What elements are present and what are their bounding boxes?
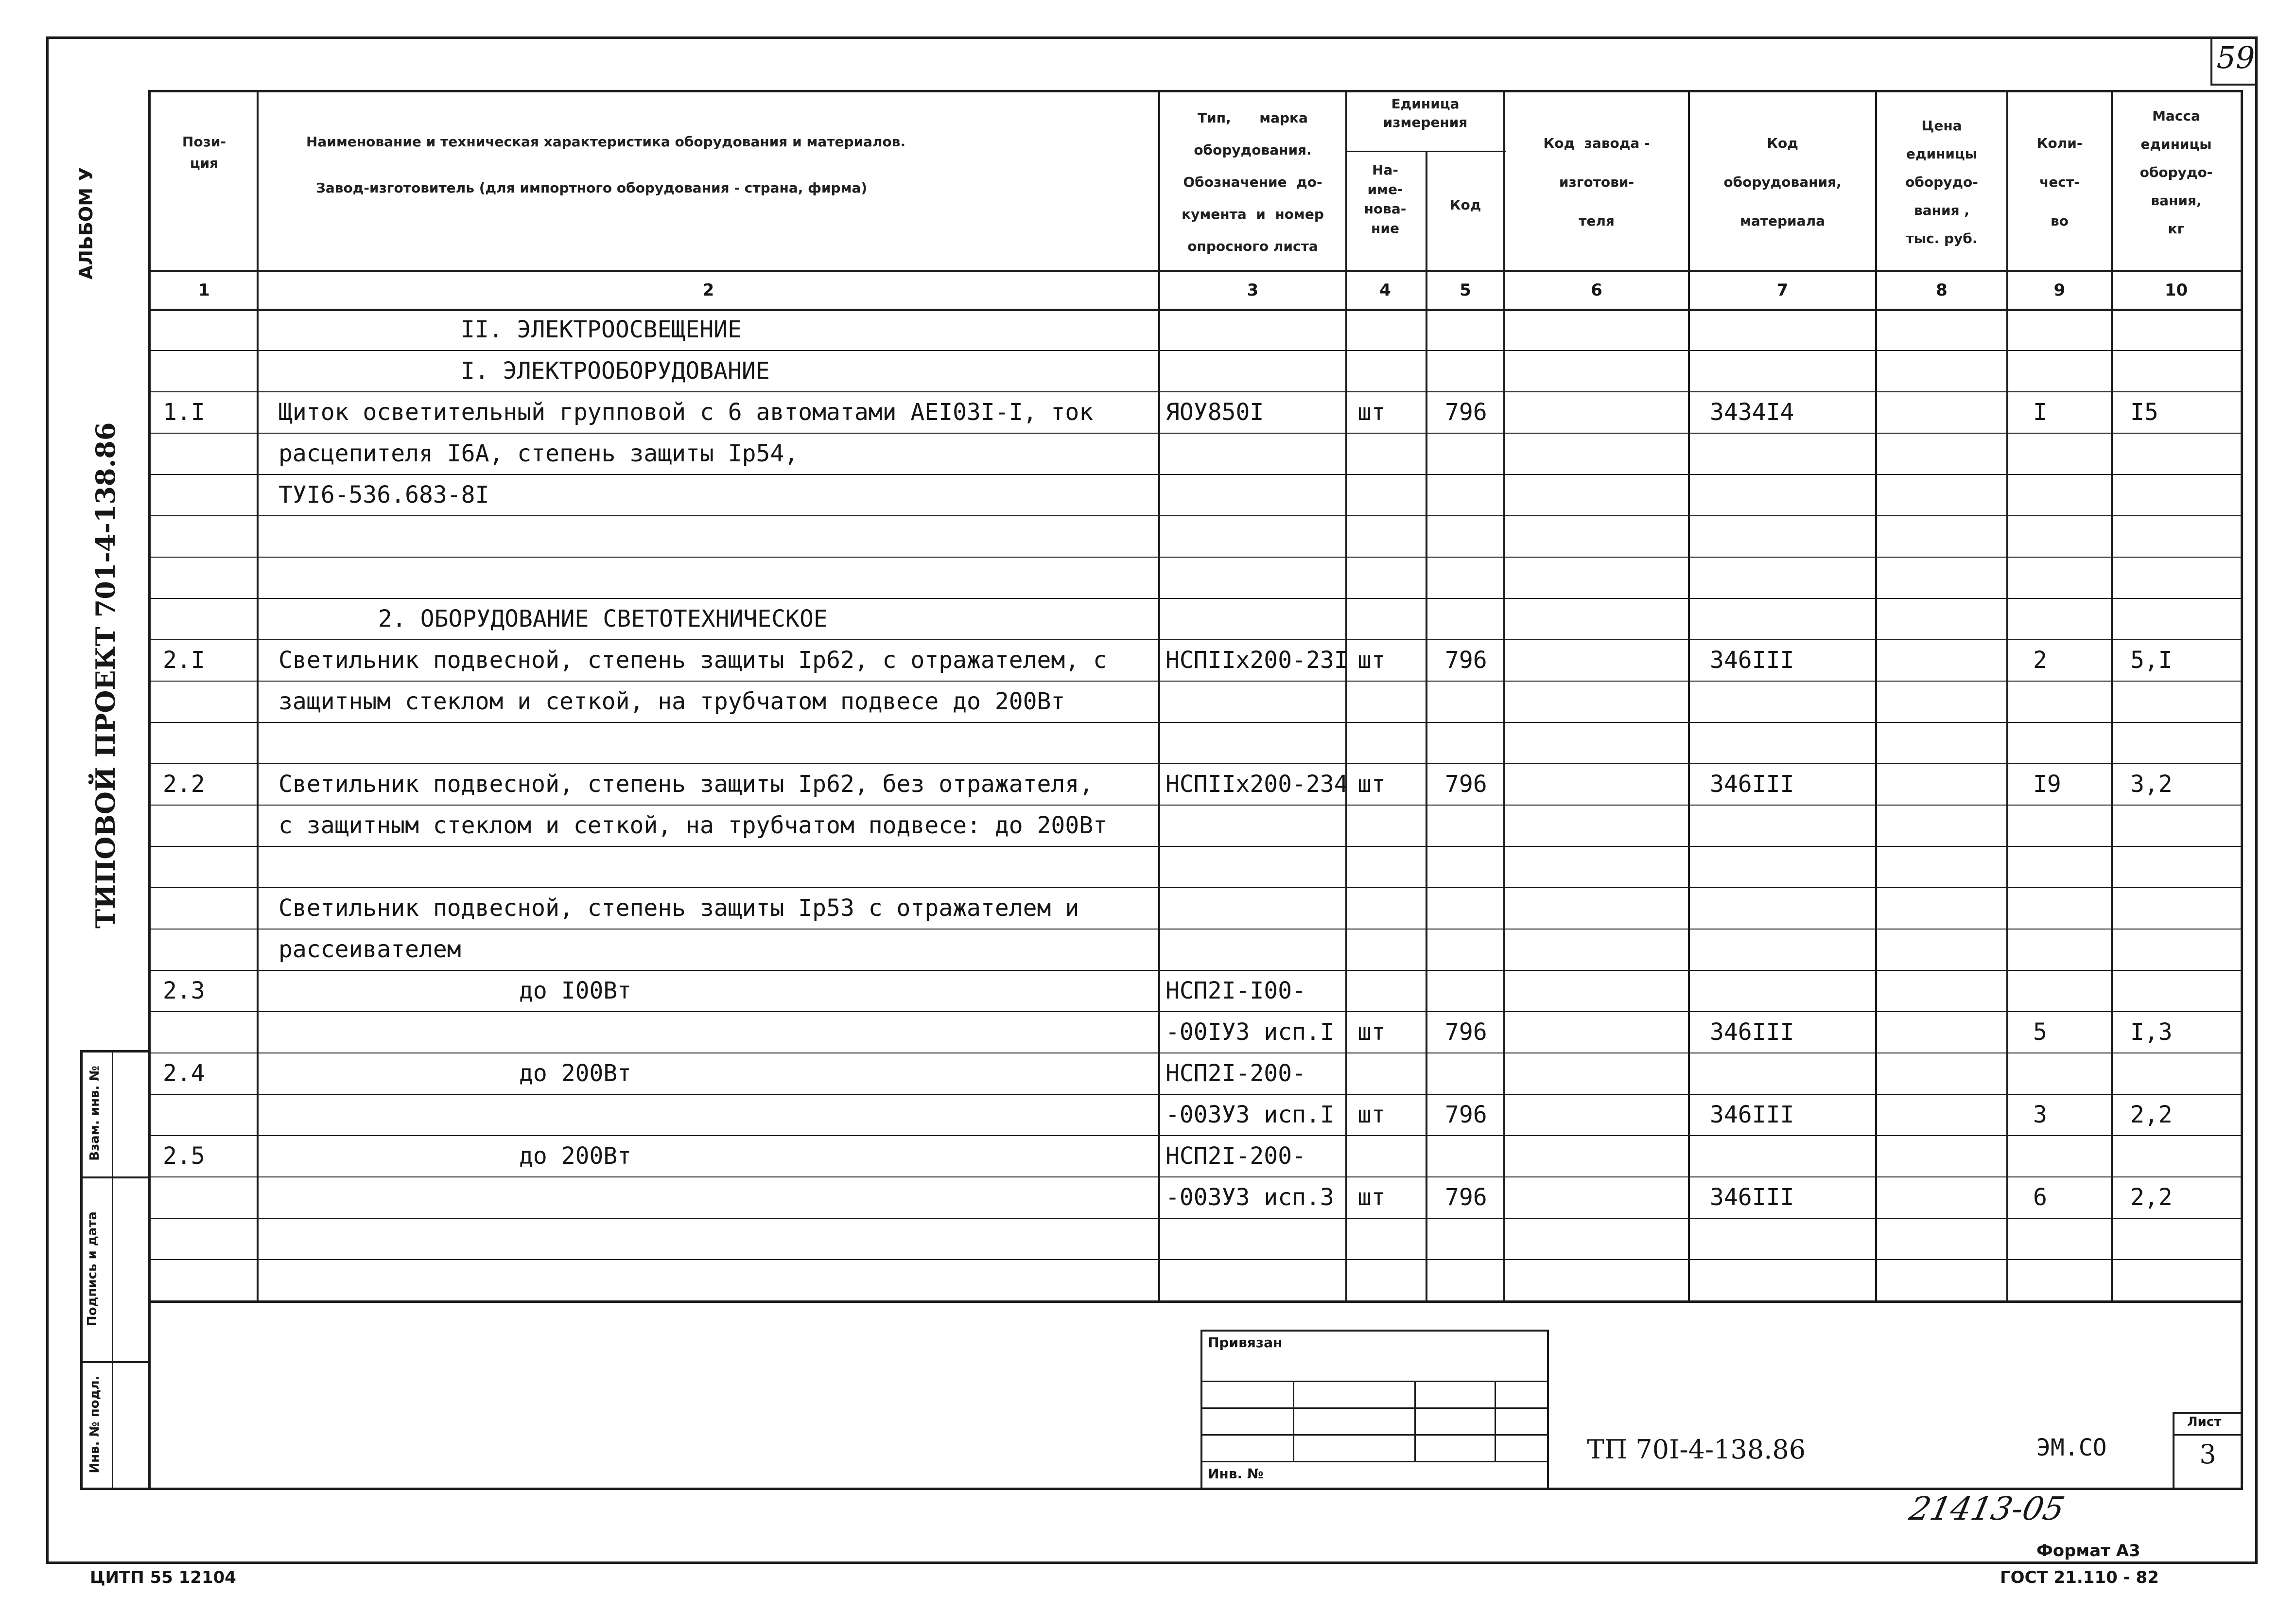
table-bottom-line — [148, 1300, 2243, 1303]
cell-code: 796 — [1445, 1184, 1487, 1211]
cell-equip-code: 3434I4 — [1710, 399, 1794, 426]
colnum-6: 6 — [1591, 281, 1602, 300]
row-line — [148, 639, 2243, 640]
row-line — [148, 722, 2243, 723]
cell-equip-code: 346III — [1710, 1184, 1794, 1211]
column-line-3 — [1345, 90, 1347, 1300]
cell-pos: 2.4 — [163, 1060, 205, 1087]
stamp-vline-3 — [1495, 1381, 1496, 1461]
outer-frame-left — [46, 36, 49, 1563]
colnum-bottom-line — [148, 309, 2243, 311]
cell-type: -003У3 исп.I — [1165, 1101, 1334, 1128]
cell-pos: 2.5 — [163, 1142, 205, 1170]
cell-name: Светильник подвесной, степень защиты Ip62, с отражателем, с — [278, 647, 1108, 674]
format-label: Формат А3 — [2036, 1541, 2140, 1561]
stamp-box-right — [1547, 1330, 1549, 1490]
cell-code: 796 — [1445, 1018, 1487, 1046]
cell-name: до I00Вт — [519, 977, 632, 1004]
stamp-vline-2 — [1414, 1381, 1416, 1461]
cell-qty: 5 — [2033, 1018, 2047, 1046]
stamp-box-left — [1200, 1330, 1202, 1490]
cell-unit: шт — [1357, 771, 1386, 798]
row-line — [148, 433, 2243, 434]
cell-name: Светильник подвесной, степень защиты Ip62, без отражателя, — [278, 771, 1094, 798]
row-line — [148, 474, 2243, 475]
column-line-8 — [2006, 90, 2008, 1300]
cell-unit: шт — [1357, 1184, 1386, 1211]
handwritten-number: 21413-05 — [1906, 1490, 2068, 1527]
header-col7: Код оборудования, материала — [1723, 135, 1842, 229]
doc-mark: ЭМ.СО — [2036, 1434, 2107, 1461]
row-line — [148, 970, 2243, 971]
sheet-label: Лист — [2187, 1415, 2222, 1429]
cell-equip-code: 346III — [1710, 1018, 1794, 1046]
cell-name: до 200Вт — [519, 1060, 632, 1087]
cell-code: 796 — [1445, 1101, 1487, 1128]
cell-equip-code: 346III — [1710, 647, 1794, 674]
outer-frame-right — [2255, 36, 2258, 1563]
column-line-1 — [257, 90, 259, 1300]
cell-mass: 3,2 — [2130, 771, 2173, 798]
row-line — [148, 557, 2243, 558]
cell-qty: 2 — [2033, 647, 2047, 674]
colnum-5: 5 — [1460, 281, 1471, 300]
cell-qty: I9 — [2033, 771, 2061, 798]
row-line — [148, 391, 2243, 392]
header-col2-line2: Завод-изготовитель (для импортного оборудования - страна, фирма) — [316, 180, 868, 196]
colnum-8: 8 — [1936, 281, 1948, 300]
cell-type: НСП2I-200- — [1165, 1060, 1306, 1087]
colnum-2: 2 — [702, 281, 714, 300]
cell-mass: 2,2 — [2130, 1101, 2173, 1128]
cell-name: до 200Вт — [519, 1142, 632, 1170]
cell-name: с защитным стеклом и сеткой, на трубчатом подвесе: до 200Вт — [278, 812, 1108, 839]
row-line — [148, 1259, 2243, 1260]
header-col8: Цена единицы оборудо- вания , тыс. руб. — [1905, 118, 1978, 246]
header-bottom-line — [148, 270, 2243, 272]
stamp-label-inv: Инв. № подл. — [87, 1375, 102, 1474]
cell-qty: 3 — [2033, 1101, 2047, 1128]
colnum-1: 1 — [198, 281, 210, 300]
inner-frame-top — [148, 90, 2243, 92]
stamp-vline-1 — [1293, 1381, 1294, 1461]
header-col2-line1: Наименование и техническая характеристика оборудования и материалов. — [306, 134, 906, 150]
cell-unit: шт — [1357, 399, 1386, 426]
cell-code: 796 — [1445, 399, 1487, 426]
cell-code: 796 — [1445, 647, 1487, 674]
inner-frame-right — [2241, 90, 2243, 1490]
outer-frame-bottom — [46, 1561, 2258, 1564]
colnum-4: 4 — [1379, 281, 1391, 300]
header-col1: Пози- ция — [182, 134, 226, 171]
cell-mass: 5,I — [2130, 647, 2173, 674]
cell-qty: 6 — [2033, 1184, 2047, 1211]
stamp-hline-4 — [1200, 1461, 1548, 1462]
project-label: ТИПОВОЙ ПРОЕКТ 701-4-138.86 — [90, 422, 121, 929]
cell-name: I. ЭЛЕКТРООБОРУДОВАНИЕ — [461, 357, 770, 385]
cell-code: 796 — [1445, 771, 1487, 798]
header-col4: На- име- нова- ние — [1364, 162, 1407, 236]
column-line-4 — [1426, 151, 1427, 1300]
cell-name: Светильник подвесной, степень защиты Ip53 с отражателем и — [278, 895, 1079, 922]
row-line — [148, 350, 2243, 351]
cell-unit: шт — [1357, 1018, 1386, 1046]
row-line — [148, 763, 2243, 764]
column-line-9 — [2111, 90, 2113, 1300]
doc-code: ТП 70I-4-138.86 — [1587, 1434, 1806, 1465]
left-stamp-div1 — [80, 1176, 151, 1178]
header-col45-group: Единица измерения — [1383, 96, 1468, 130]
sheet-box-top — [2173, 1412, 2243, 1414]
column-line-6 — [1688, 90, 1690, 1300]
sheet-corner-number: 59 — [2216, 40, 2255, 75]
colnum-9: 9 — [2053, 281, 2066, 300]
row-line — [148, 1176, 2243, 1177]
left-stamp-bottom — [80, 1488, 151, 1490]
cell-pos: 2.2 — [163, 771, 205, 798]
left-stamp-left — [80, 1050, 83, 1490]
cell-name: ТУI6-536.683-8I — [278, 481, 489, 509]
left-stamp-right — [148, 1050, 151, 1490]
colnum-3: 3 — [1247, 281, 1259, 300]
cell-type: НСП2I-I00- — [1165, 977, 1306, 1004]
cell-mass: 2,2 — [2130, 1184, 2173, 1211]
row-line — [148, 805, 2243, 806]
cell-mass: I5 — [2130, 399, 2158, 426]
row-line — [148, 887, 2243, 888]
sheet-box-mid — [2173, 1434, 2243, 1436]
colnum-10: 10 — [2164, 281, 2188, 300]
row-line — [148, 1011, 2243, 1012]
cell-name: Щиток осветительный групповой с 6 автоматами АЕI03I-I, ток — [278, 399, 1094, 426]
outer-frame-top — [46, 36, 2258, 39]
cell-type: -003У3 исп.3 — [1165, 1184, 1334, 1211]
row-line — [148, 846, 2243, 847]
column-line-5 — [1503, 90, 1505, 1300]
left-stamp-inner — [112, 1050, 113, 1490]
stamp-box-top — [1200, 1330, 1548, 1332]
cipt-label: ЦИТП 55 12104 — [90, 1568, 236, 1587]
cell-pos: 2.I — [163, 647, 205, 674]
cell-unit: шт — [1357, 647, 1386, 674]
row-line — [148, 1094, 2243, 1095]
stamp-attached: Привязан — [1208, 1334, 1283, 1351]
cell-name: расцепителя I6А, степень защиты Ip54, — [278, 440, 799, 467]
header-col6: Код завода - изготови- теля — [1543, 135, 1650, 229]
cell-equip-code: 346III — [1710, 1101, 1794, 1128]
colnum-7: 7 — [1776, 281, 1789, 300]
cell-type: НСПIIх200-234 — [1165, 771, 1348, 798]
column-line-2 — [1158, 90, 1160, 1300]
cell-name: рассеивателем — [278, 936, 461, 963]
row-line — [148, 598, 2243, 599]
cell-mass: I,3 — [2130, 1018, 2173, 1046]
row-line — [148, 929, 2243, 930]
cell-name: 2. ОБОРУДОВАНИЕ СВЕТОТЕХНИЧЕСКОЕ — [378, 605, 828, 632]
left-stamp-top — [80, 1050, 151, 1053]
cell-equip-code: 346III — [1710, 771, 1794, 798]
corner-box-left — [2210, 36, 2212, 85]
cell-pos: 1.I — [163, 399, 205, 426]
cell-type: ЯОУ850I — [1165, 399, 1264, 426]
header-col10: Масса единицы оборудо- вания, кг — [2139, 108, 2213, 237]
row-line — [148, 515, 2243, 516]
header-col5: Код — [1449, 197, 1481, 213]
cell-name: защитным стеклом и сеткой, на трубчатом подвесе до 200Вт — [278, 688, 1065, 715]
column-line-7 — [1875, 90, 1877, 1300]
left-stamp-div2 — [80, 1361, 151, 1363]
header-col9: Коли- чест- во — [2036, 135, 2083, 229]
cell-name: II. ЭЛЕКТРООСВЕЩЕНИЕ — [461, 316, 742, 343]
cell-pos: 2.3 — [163, 977, 205, 1004]
stamp-label-replace: Взам. инв. № — [87, 1066, 102, 1161]
cell-qty: I — [2033, 399, 2047, 426]
gost-label: ГОСТ 21.110 - 82 — [2000, 1568, 2159, 1587]
cell-type: -00IУ3 исп.I — [1165, 1018, 1334, 1046]
row-line — [148, 1135, 2243, 1136]
cell-type: НСПIIх200-23I — [1165, 647, 1348, 674]
row-line — [148, 1218, 2243, 1219]
sheet-number: 3 — [2199, 1439, 2216, 1470]
cell-type: НСП2I-200- — [1165, 1142, 1306, 1170]
stamp-label-sign: Подпись и дата — [85, 1211, 100, 1327]
corner-box-bottom — [2210, 84, 2257, 86]
stamp-inv: Инв. № — [1208, 1466, 1264, 1482]
header-col3: Тип, марка оборудования. Обозначение до- кумента и номер опросного листа — [1182, 110, 1324, 254]
cell-unit: шт — [1357, 1101, 1386, 1128]
album-label: АЛЬБОМ У — [75, 167, 97, 280]
row-line — [148, 681, 2243, 682]
